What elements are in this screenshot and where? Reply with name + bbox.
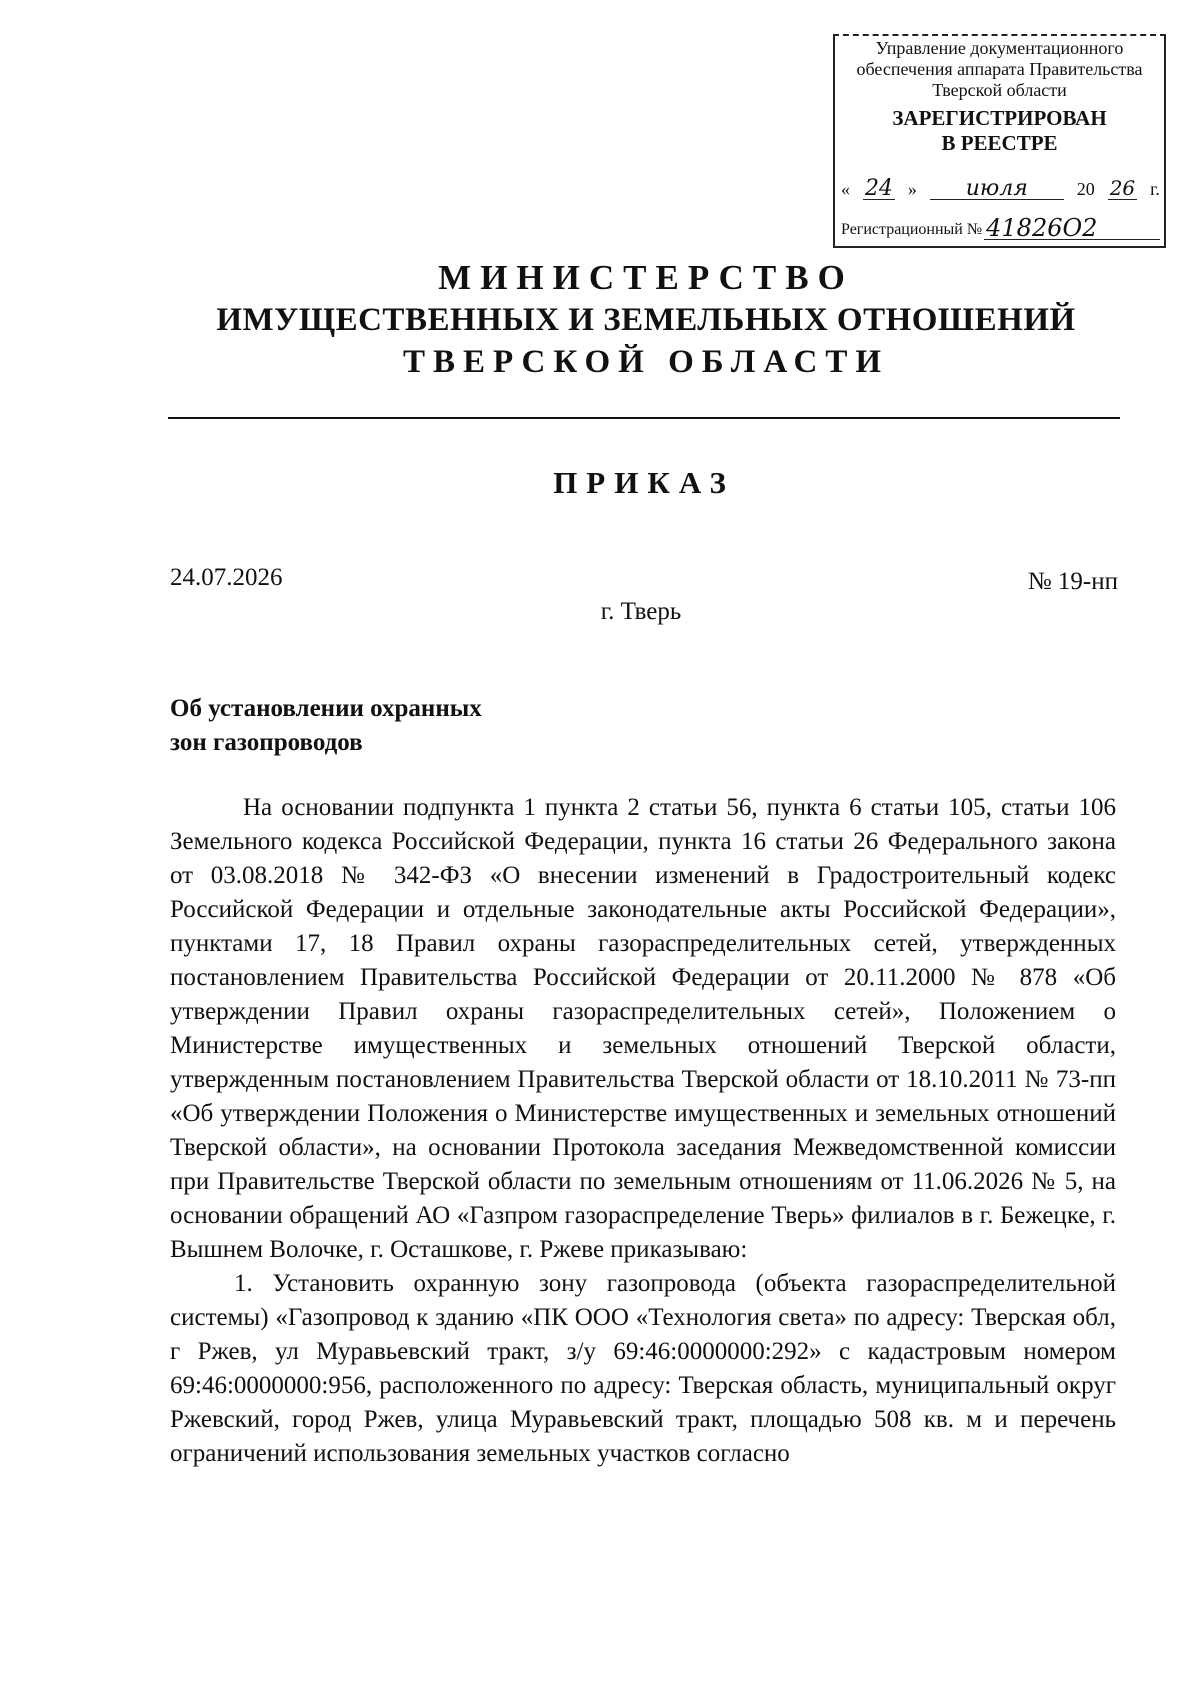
stamp-registration-number [841,214,1160,242]
stamp-department: Управление документационного обеспечения аппарата Правительства Тверской области [856,38,1143,100]
body-paragraph-preamble: На основании подпункта 1 пункта 2 статьи 56, пункта 6 статьи 105, статьи 106 Земельного кодекса Российской Федерации, пункта 16 статьи 26 Федерального закона от 03.08.2018 № 342-ФЗ «О внесении изменений в Градостроительный кодекс Российской Федерации и отдельные законодательные акты Российской Федерации», пунктами 17, 18 Правил охраны газораспределительных сетей, утвержденных постановлением Правительства Российской Федерации от 20.11.2000 № 878 «Об утверждении Правил охраны газораспределительных сетей», Положением о Министерстве имущественных и земельных отношений Тверской области, утвержденным постановлением Правительства Тверской области от 18.10.2011 № 73-пп «Об утверждении Положения о Министерстве имущественных и земельных отношений Тверской области», на основании Протокола заседания Межведомственной комиссии при Правительстве Тверской области по земельным отношениям от 11.06.2026 № 5, на основании обращений АО «Газпром газораспределение Тверь» филиалов в г. Бежецке, г. Вышнем Волочке, г. Осташкове, г. Ржеве приказываю: [170,794,1116,1263]
stamp-date-year: 26 [1109,176,1136,200]
ministry-name-line3: ТВЕРСКОЙ ОБЛАСТИ [402,344,890,380]
document-city: г. Тверь [600,598,682,625]
document-subject [170,692,482,760]
stamp-date-month: июля [930,178,1064,200]
document-date: 24.07.2026 [170,564,283,591]
registration-stamp [833,34,1166,248]
stamp-date-day: 24 [864,176,893,201]
stamp-status-line1: ЗАРЕГИСТРИРОВАН [892,106,1107,130]
stamp-number-label: Регистрационный № [841,221,983,238]
subject-line1: Об установлении охранных [170,695,482,722]
document-body [170,791,1116,1471]
stamp-status-line2: В РЕЕСТРЕ [941,131,1058,155]
header-divider [168,417,1120,419]
stamp-date-year-prefix: 20 [1076,179,1095,199]
body-paragraph-item-1: 1. Установить охранную зону газопровода (объекта газораспределительной системы) «Газопровод к зданию «ПК ООО «Технология света» по адресу: Тверская обл, г Ржев, ул Муравьевский тракт, з/у 69:46:0000000:292» с кадастровым номером 69:46:0000000:956, расположенного по адресу: Тверская область, муниципальный округ Ржевский, город Ржев, улица Муравьевский тракт, площадью 508 кв. м и перечень ограничений использования земельных участков согласно [170,1270,1116,1467]
stamp-date-close-quote: » [907,179,917,199]
ministry-name-line2: ИМУЩЕСТВЕННЫХ И ЗЕМЕЛЬНЫХ ОТНОШЕНИЙ [216,302,1076,338]
stamp-number-value: 41826О2 [984,218,1160,240]
subject-line2: зон газопроводов [170,729,363,756]
document-number: № 19-нп [1027,568,1118,595]
stamp-date-open-quote: « [841,179,850,199]
stamp-date [841,178,1160,200]
ministry-name-line1: МИНИСТЕРСТВО [438,258,854,297]
document-type-title: ПРИКАЗ [553,465,735,500]
stamp-date-year-suffix: г. [1150,179,1160,199]
